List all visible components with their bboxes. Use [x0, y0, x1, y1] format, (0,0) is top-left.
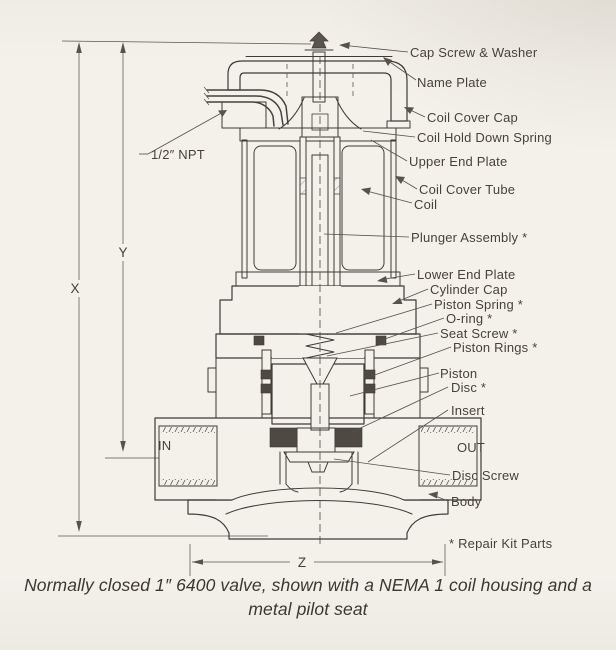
- label-coil-cover-tube: Coil Cover Tube: [419, 182, 516, 197]
- label-o-ring: O-ring *: [446, 311, 493, 326]
- dimension-labels: [65, 244, 313, 570]
- o-ring-left: [254, 336, 264, 345]
- dim-label-y: Y: [118, 245, 128, 260]
- body-base: [188, 500, 448, 539]
- label-piston-spring: Piston Spring *: [434, 297, 523, 312]
- disc-left: [270, 428, 297, 447]
- piston-ring: [364, 370, 375, 379]
- label-upper-end-plate: Upper End Plate: [409, 154, 508, 169]
- dim-label-x: X: [70, 281, 80, 296]
- lead-wires: [204, 87, 288, 126]
- repair-kit-note: * Repair Kit Parts: [449, 536, 553, 551]
- caption-line-2: metal pilot seat: [248, 599, 368, 619]
- label-name-plate: Name Plate: [417, 75, 487, 90]
- label-coil: Coil: [414, 197, 438, 212]
- label-conduit-npt: 1/2″ NPT: [151, 147, 205, 162]
- coil-cover-cap-shape: [228, 61, 407, 121]
- label-piston: Piston: [440, 366, 478, 381]
- inlet-port: [159, 426, 217, 486]
- label-in-port: IN: [158, 438, 172, 453]
- coil-cover-tube-right: [391, 140, 396, 278]
- figure-caption: [24, 575, 592, 619]
- label-disc-screw: Disc Screw: [452, 468, 520, 483]
- label-coil-cover-cap: Coil Cover Cap: [427, 110, 518, 125]
- label-insert: Insert: [451, 403, 485, 418]
- coil-winding-left: [254, 146, 296, 270]
- disc-screw-shape: [308, 462, 328, 472]
- label-plunger-assembly: Plunger Assembly *: [411, 230, 528, 245]
- o-ring-right: [376, 336, 386, 345]
- caption-line-1: Normally closed 1″ 6400 valve, shown with a NEMA 1 coil housing and a: [24, 575, 592, 595]
- cap-screw-shape: [305, 32, 333, 102]
- dim-label-z: Z: [297, 555, 307, 570]
- label-lower-end-plate: Lower End Plate: [417, 267, 516, 282]
- disc-right: [335, 428, 362, 447]
- piston-ring: [261, 384, 272, 393]
- coil-housing: [204, 32, 410, 141]
- label-out-port: OUT: [457, 440, 486, 455]
- label-body: Body: [451, 494, 482, 509]
- piston-ring: [261, 370, 272, 379]
- label-piston-rings: Piston Rings *: [453, 340, 538, 355]
- label-coil-hold-down-spring: Coil Hold Down Spring: [417, 130, 552, 145]
- conduit-hub-shape: [222, 102, 266, 128]
- label-disc: Disc *: [451, 380, 487, 395]
- coil-winding-right: [342, 146, 384, 270]
- label-seat-screw: Seat Screw *: [440, 326, 518, 341]
- coil-cover-tube-left: [242, 140, 247, 278]
- label-cap-screw: Cap Screw & Washer: [410, 45, 538, 60]
- label-cylinder-cap: Cylinder Cap: [430, 282, 508, 297]
